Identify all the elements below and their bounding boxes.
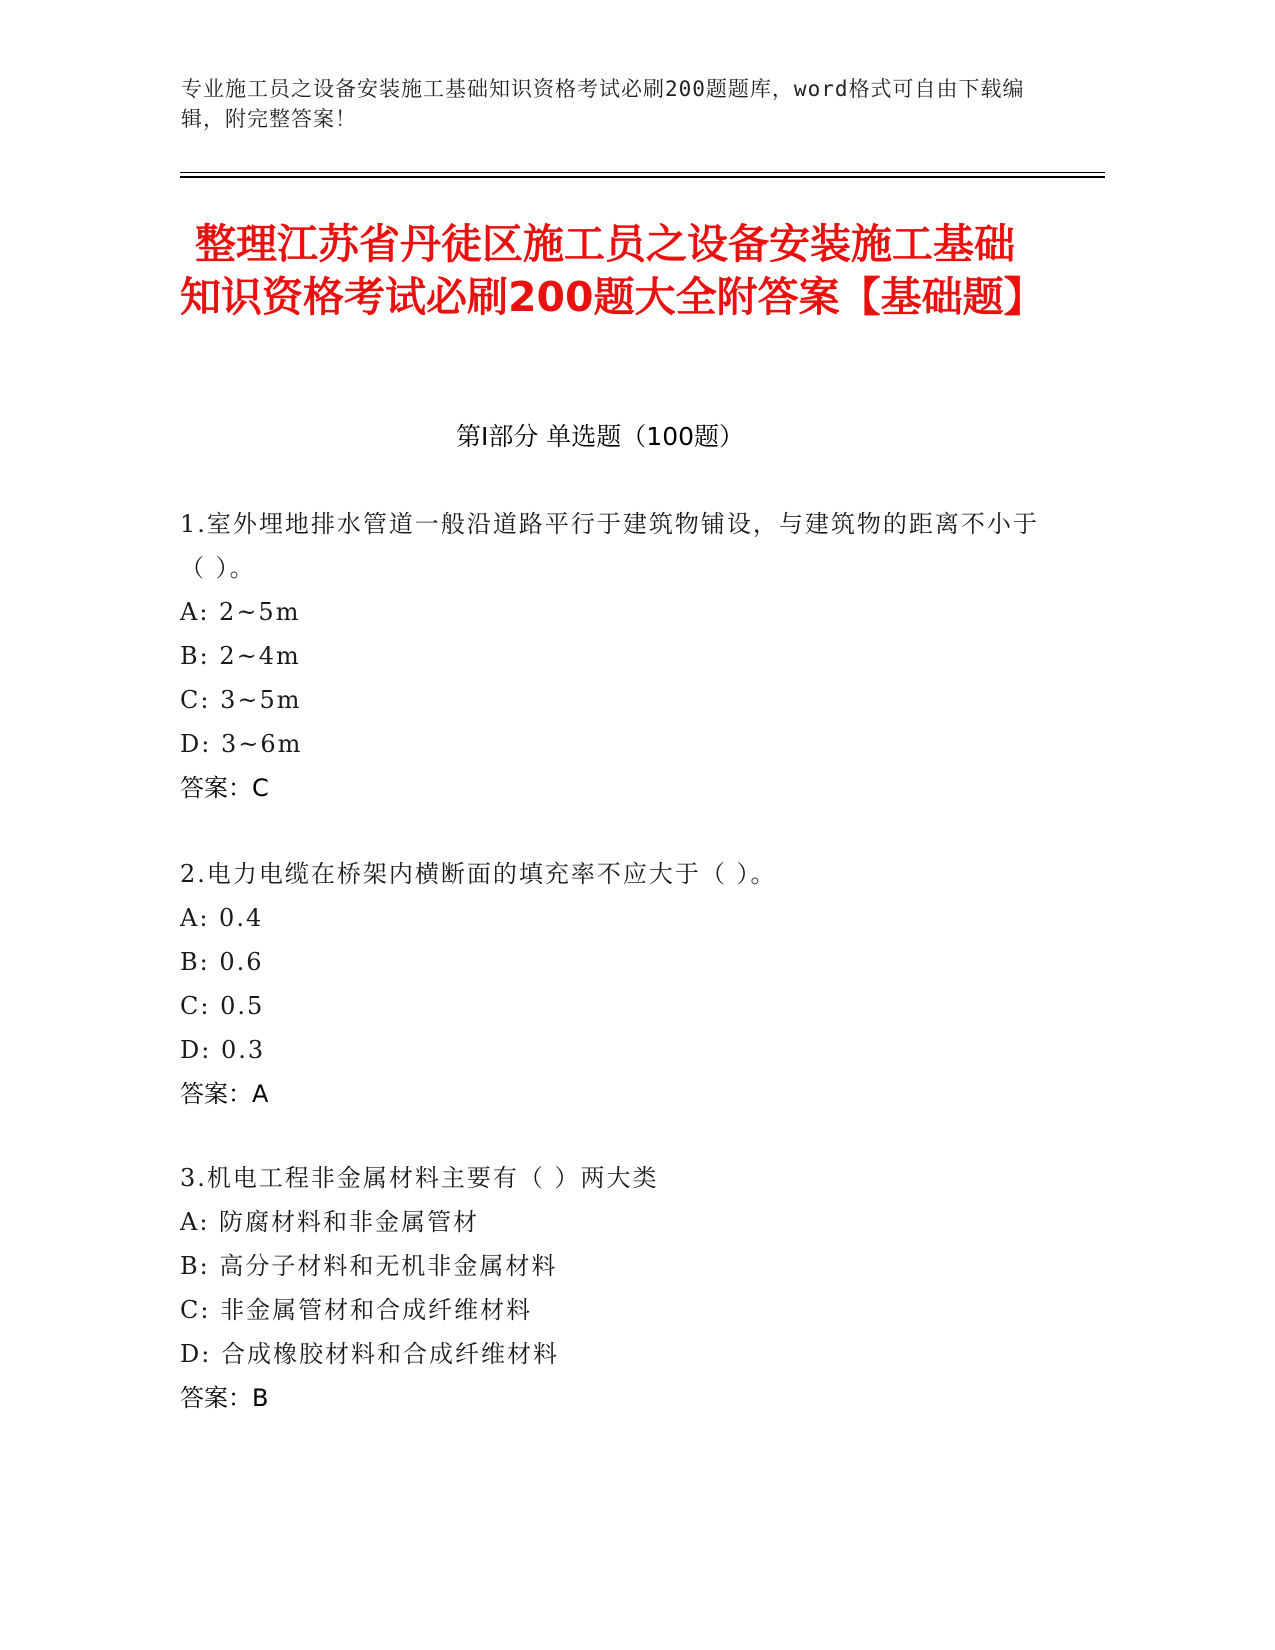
document-title: 整理江苏省丹徒区施工员之设备安装施工基础知识资格考试必刷200题大全附答案【基础题】 <box>180 220 1045 321</box>
option-d: D: 0.3 <box>180 1036 266 1064</box>
header-divider-thick <box>180 176 1105 178</box>
question-stem: 1.室外埋地排水管道一般沿道路平行于建筑物铺设，与建筑物的距离不小于（ ）。 <box>180 510 1039 582</box>
question-2 <box>180 852 1040 1116</box>
section-title: 第Ⅰ部分 单选题（100题） <box>455 422 745 451</box>
header-note: 专业施工员之设备安装施工基础知识资格考试必刷200题题库，word格式可自由下载编辑，附完整答案！ <box>181 77 1025 131</box>
option-b: B: 0.6 <box>180 948 264 976</box>
question-stem: 2.电力电缆在桥架内横断面的填充率不应大于（ ）。 <box>180 860 777 888</box>
question-stem: 3.机电工程非金属材料主要有（ ）两大类 <box>180 1164 659 1192</box>
option-a: A: 0.4 <box>180 904 264 932</box>
option-c: C: 非金属管材和合成纤维材料 <box>180 1296 533 1324</box>
option-a: A: 2~5m <box>180 598 301 626</box>
question-3 <box>180 1156 1040 1420</box>
option-b: B: 2~4m <box>180 642 301 670</box>
answer: 答案：A <box>180 1080 269 1108</box>
answer: 答案：B <box>180 1384 269 1412</box>
option-d: D: 3~6m <box>180 730 303 758</box>
answer: 答案：C <box>180 774 269 802</box>
option-d: D: 合成橡胶材料和合成纤维材料 <box>180 1340 559 1368</box>
question-1 <box>180 502 1040 810</box>
option-b: B: 高分子材料和无机非金属材料 <box>180 1252 558 1280</box>
option-a: A: 防腐材料和非金属管材 <box>180 1208 480 1236</box>
option-c: C: 0.5 <box>180 992 265 1020</box>
option-c: C: 3~5m <box>180 686 302 714</box>
header-divider-thin <box>180 172 1105 173</box>
